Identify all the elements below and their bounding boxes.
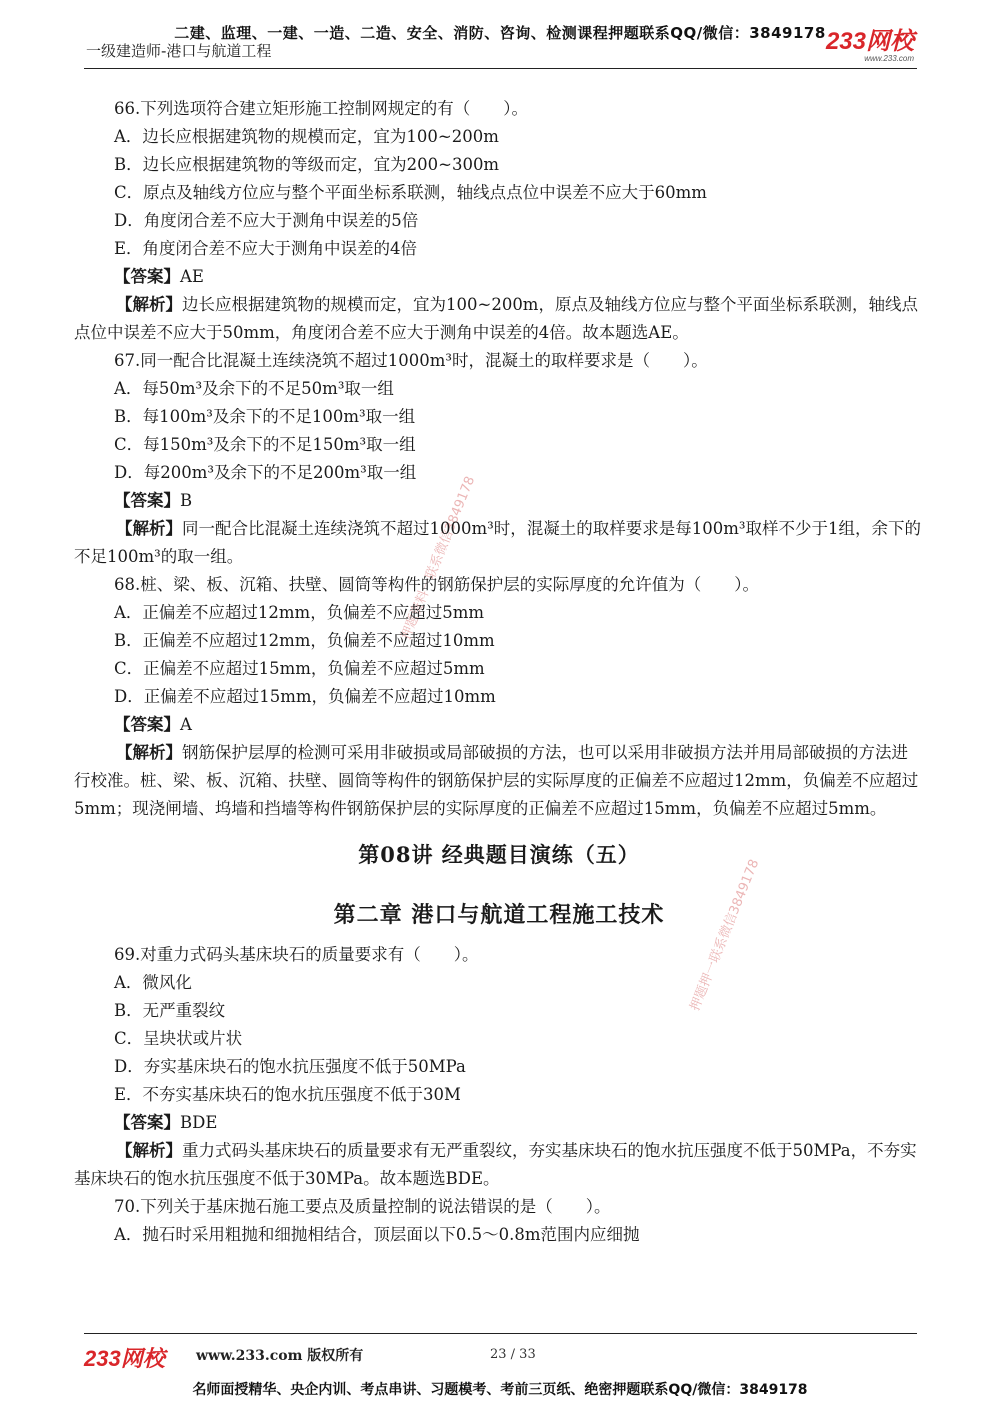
question-stem: 68.桩、梁、板、沉箱、扶壁、圆筒等构件的钢筋保护层的实际厚度的允许值为（ ）。	[114, 575, 759, 594]
option-c: C．正偏差不应超过15mm，负偏差不应超过5mm	[114, 659, 485, 678]
question-66	[74, 95, 924, 347]
question-69	[74, 941, 924, 1193]
analysis-tag: 【解析】	[116, 295, 182, 314]
watermark: 押题资料一联系微信3849178	[398, 474, 479, 643]
footer-logo: 233网校	[84, 1346, 165, 1371]
answer-tag: 【答案】	[114, 267, 180, 286]
option-d: D．角度闭合差不应大于测角中误差的5倍	[114, 211, 419, 230]
question-68	[74, 571, 924, 823]
page-number: 23 / 33	[490, 1347, 536, 1362]
analysis-paragraph	[74, 1137, 924, 1193]
analysis-text: 钢筋保护层厚的检测可采用非破损或局部破损的方法，也可以采用非破损方法并用局部破损的方法进行校准。桩、梁、板、沉箱、扶壁、圆筒等构件的钢筋保护层的实际厚度的正偏差不应超过12mm，负偏差不应超过5mm；现浇闸墙、坞墙和挡墙等构件钢筋保护层的实际厚度的正偏差不应超过15mm，负偏差不应超过5mm。	[74, 743, 919, 818]
answer-tag: 【答案】	[114, 491, 180, 510]
option-a: A．正偏差不应超过12mm，负偏差不应超过5mm	[114, 603, 484, 622]
answer-line	[74, 487, 924, 515]
header-divider	[84, 68, 917, 69]
lecture-title: 第08讲 经典题目演练（五）	[358, 842, 640, 867]
footer-copyright: www.233.com 版权所有	[196, 1348, 364, 1364]
analysis-text: 同一配合比混凝土连续浇筑不超过1000m³时，混凝土的取样要求是每100m³取样不少于1组，余下的不足100m³的取一组。	[74, 519, 922, 566]
logo-text: 233网校	[825, 28, 914, 55]
header-contact-line: 二建、监理、一建、一造、二造、安全、消防、咨询、检测课程押题联系QQ/微信：3849178	[174, 24, 826, 42]
option-d: D．夯实基床块石的饱水抗压强度不低于50MPa	[114, 1057, 466, 1076]
question-stem: 69.对重力式码头基床块石的质量要求有（ ）。	[114, 945, 479, 964]
option-e: E．不夯实基床块石的饱水抗压强度不低于30M	[114, 1085, 461, 1104]
answer-value: B	[180, 491, 193, 510]
chapter-title: 第二章 港口与航道工程施工技术	[333, 902, 665, 928]
option-d: D．每200m³及余下的不足200m³取一组	[114, 463, 417, 482]
analysis-text: 重力式码头基床块石的质量要求有无严重裂纹，夯实基床块石的饱水抗压强度不低于50MPa，不夯实基床块石的饱水抗压强度不低于30MPa。故本题选BDE。	[74, 1141, 917, 1188]
option-b: B．边长应根据建筑物的等级而定，宜为200~300m	[114, 155, 500, 174]
document-subtitle: 一级建造师-港口与航道工程	[86, 42, 272, 60]
option-a: A．抛石时采用粗抛和细抛相结合，顶层面以下0.5～0.8m范围内应细抛	[114, 1225, 640, 1244]
analysis-text: 边长应根据建筑物的规模而定，宜为100~200m，原点及轴线方位应与整个平面坐标系联测，轴线点点位中误差不应大于50mm，角度闭合差不应大于测角中误差的4倍。故本题选AE。	[74, 295, 918, 342]
question-67	[74, 347, 924, 571]
logo-url: www.233.com	[864, 54, 914, 63]
answer-line	[74, 1109, 924, 1137]
footer-divider	[84, 1333, 917, 1334]
option-a: A．每50m³及余下的不足50m³取一组	[114, 379, 394, 398]
answer-line	[74, 263, 924, 291]
footer-contact-line: 名师面授精华、央企内训、考点串讲、习题模考、考前三页纸、绝密押题联系QQ/微信：3849178	[192, 1382, 808, 1398]
analysis-tag: 【解析】	[116, 1141, 182, 1160]
answer-value: BDE	[180, 1113, 218, 1132]
document-body	[74, 95, 924, 1249]
question-stem: 70.下列关于基床抛石施工要点及质量控制的说法错误的是（ ）。	[114, 1197, 611, 1216]
option-c: C．每150m³及余下的不足150m³取一组	[114, 435, 416, 454]
option-b: B．每100m³及余下的不足100m³取一组	[114, 407, 416, 426]
answer-tag: 【答案】	[114, 715, 180, 734]
answer-line	[74, 711, 924, 739]
option-a: A．微风化	[114, 973, 192, 992]
option-e: E．角度闭合差不应大于测角中误差的4倍	[114, 239, 418, 258]
header-logo	[826, 30, 914, 63]
option-c: C．呈块状或片状	[114, 1029, 243, 1048]
option-b: B．无严重裂纹	[114, 1001, 226, 1020]
option-c: C．原点及轴线方位应与整个平面坐标系联测，轴线点点位中误差不应大于60mm	[114, 183, 707, 202]
analysis-paragraph	[74, 291, 924, 347]
answer-value: AE	[180, 267, 204, 286]
option-a: A．边长应根据建筑物的规模而定，宜为100~200m	[114, 127, 499, 146]
question-stem: 66.下列选项符合建立矩形施工控制网规定的有（ ）。	[114, 99, 528, 118]
analysis-paragraph	[74, 739, 924, 823]
option-d: D．正偏差不应超过15mm，负偏差不应超过10mm	[114, 687, 496, 706]
question-70	[74, 1193, 924, 1249]
answer-tag: 【答案】	[114, 1113, 180, 1132]
analysis-tag: 【解析】	[116, 519, 182, 538]
answer-value: A	[180, 715, 192, 734]
analysis-paragraph	[74, 515, 924, 571]
analysis-tag: 【解析】	[116, 743, 182, 762]
watermark: 押题押一联系微信3849178	[687, 857, 763, 1014]
option-b: B．正偏差不应超过12mm，负偏差不应超过10mm	[114, 631, 495, 650]
question-stem: 67.同一配合比混凝土连续浇筑不超过1000m³时，混凝土的取样要求是（ ）。	[114, 351, 708, 370]
